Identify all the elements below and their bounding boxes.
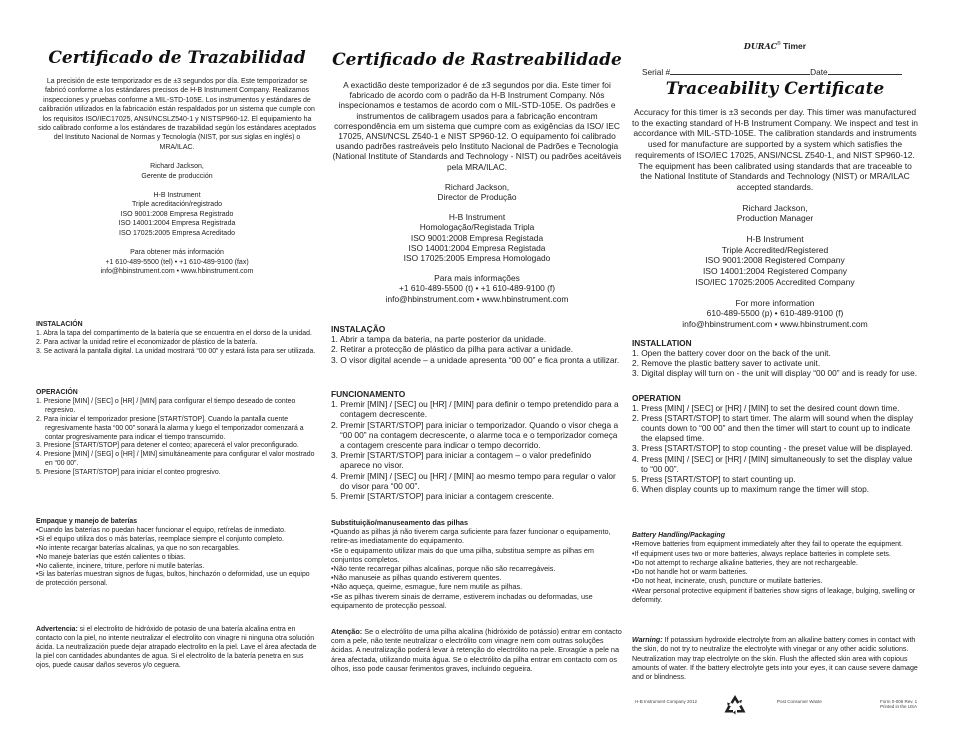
list-item: 4. Premir [MIN] / [SEC] ou [HR] / [MIN] ao mesmo tempo para regular o valor do visor para “00 00”. (331, 470, 616, 491)
list-item: •Remove batteries from equipment immediately after they fail to operate the equipment. (632, 541, 903, 549)
spanish-reg1: Triple acreditación/registrado (131, 201, 222, 209)
list-item: 3. Digital display will turn on - the unit will display “00 00” and is ready for use. (632, 368, 917, 379)
list-item: •Não manuseie as pilhas quando estiverem quentes. (331, 573, 502, 583)
serial-label: Serial # (642, 67, 671, 77)
english-battery-list (632, 540, 918, 605)
product-name: Timer (783, 41, 807, 51)
portuguese-company: H-B Instrument (448, 212, 506, 223)
portuguese-signer-title: Director de Produção (437, 192, 517, 203)
spanish-operation-heading: OPERACIÓN (36, 389, 78, 396)
english-operation-list (632, 403, 918, 494)
english-install-list (632, 348, 918, 378)
spanish-battery-heading: Empaque y manejo de baterías (36, 518, 138, 525)
english-phone: 610-489-5500 (p) • 610-489-9100 (f) (706, 308, 844, 319)
list-item: 5. Presione [START/STOP] para iniciar el conteo progresivo. (36, 469, 221, 477)
spanish-signer-title: Gerente de producción (141, 172, 213, 180)
list-item: •Do not attempt to recharge alkaline batteries, they are not rechargeable. (632, 559, 858, 567)
english-web: info@hbinstrument.com • www.hbinstrument.com (682, 318, 868, 329)
english-warning-label: Warning: (632, 636, 663, 644)
english-install-heading: INSTALLATION (632, 338, 692, 348)
spanish-intro: La precisión de este temporizador es de ±3 segundos por día. Este temporizador se fabricó conforme a los estándares precisos de H-B Instrument Company. Realizamos inspecciones y pruebas conforme a MIL-STD-105E. Los instrumentos y estándares de calibración utilizados en la fabricación están respaldados por un sistema que cumple con los requisitos ISO/IEC17025, ANSI/NCSLZ540-1 y NISTSP960-12. El equipamiento ha sido calibrado conforme a los estándares de trazabilidad según los estándares aceptados del Instituto Nacional de Normas y Tecnología (NIST, por sus siglas en inglés) o MRA/ILAC. (38, 78, 316, 151)
english-warning-text: If potassium hydroxide electrolyte from an alkaline battery comes in contact with the skin, do not try to neutralize the electrolyte with vinegar or any other acidic solutions. Neutralization may trap electrolyte on the skin. Flush the affected skin area with copious amounts of water. If the battery electrolyte gets into your eyes, it can cause severe damage and or blindness. (632, 636, 918, 682)
spanish-reg4: ISO 17025:2005 Empresa Acreditado (119, 229, 235, 237)
spanish-phone: +1 610-489-5500 (tel) • +1 610-489-9100 (fax) (105, 258, 249, 266)
list-item: •Se as pilhas tiverem sinais de derrame, estiverem inchadas ou deformadas, use equipamento de protecção pessoal. (331, 591, 593, 610)
list-item: 3. Presione [START/STOP] para detener el conteo; aparecerá el valor preconfigurado. (36, 442, 299, 450)
portuguese-phone: +1 610-489-5500 (t) • +1 610-489-9100 (f) (398, 283, 556, 294)
date-field[interactable] (828, 66, 902, 75)
spanish-warning (36, 626, 318, 671)
list-item: 3. O visor digital acende – a unidade apresenta “00 00” e fica pronta a utilizar. (331, 354, 620, 365)
spanish-operation-list (36, 398, 318, 478)
list-item: 1. Open the battery cover door on the back of the unit. (632, 348, 831, 359)
english-intro: Accuracy for this timer is ±3 seconds per day. This timer was manufactured to the exacting standard of H-B Instrument Company. We inspect and test in accordance with MIL-STD-105E. The calibration standards and instruments used for manufacture are supported by a system which satisfies the requirements of ISO/IEC 17025, ANSI/NCSL Z540-1, and NIST SP960-12. The equipment has been calibrated using standards that are traceable to the National Institute of Standards and Technology (NIST) or MRA/ILAC accepted standards. (632, 107, 918, 192)
portuguese-operation-list (331, 399, 623, 501)
spanish-install-list (36, 330, 318, 357)
english-info: For more information (735, 297, 815, 308)
serial-date-row (642, 66, 902, 77)
footer-printed: Printed in the USA (880, 704, 918, 709)
spanish-battery-section (36, 518, 318, 589)
portuguese-web: info@hbinstrument.com • www.hbinstrument.com (385, 293, 569, 304)
english-signer-title: Production Manager (736, 213, 814, 224)
english-signer: Richard Jackson, (742, 202, 808, 213)
portuguese-warning-label: Atenção: (331, 627, 363, 636)
list-item: •Se o equipamento utilizar mais do que uma pilha, substitua sempre as pilhas em conjuntos completos. (331, 545, 594, 564)
list-item: 2. Premir [START/STOP] para iniciar o temporizador. Quando o visor chega a “00 00” na contagem decrescente, o alarme toca e o temporizador começa a contagem crescente para indicar o tempo decorrido. (331, 419, 619, 451)
registered-mark: ® (777, 41, 781, 48)
list-item: 5. Premir [START/STOP] para iniciar a contagem crescente. (331, 491, 554, 502)
portuguese-operation-section (331, 389, 623, 501)
list-item: •Si el equipo utiliza dos o más baterías, reemplace siempre el conjunto completo. (36, 535, 284, 543)
date-label: Date (810, 67, 828, 77)
english-reg3: ISO 14001:2004 Registered Company (702, 266, 848, 277)
list-item: •No maneje baterías que estén calientes o tibias. (36, 553, 186, 561)
footer-form (880, 699, 917, 709)
portuguese-intro: A exactidão deste temporizador é de ±3 segundos por dia. Este timer foi fabricado de acordo com o padrão da H-B Instrument Company. Nós inspecionamos e testamos de acordo com o MIL-STD-105E. Os padrões e instrumentos de calibragem usados para a fabricação encontram correspondência em um sistema que cumpre com as exigências da ISO/ IEC 17025, ANSI/NCSL Z540-1 e NIST SP960-12. O equipamento foi calibrado usando padrões rastreáveis pelo Instituto Nacional de Padrões e Tecnologia (National Institute of Standards and Technology - NIST) ou padrões aceitáveis pela MRA/ILAC. (332, 80, 622, 172)
list-item: •Do not heat, incinerate, crush, puncture or mutilate batteries. (632, 578, 823, 586)
english-operation-heading: OPERATION (632, 393, 681, 403)
english-install-section (632, 338, 918, 378)
list-item: •Não tente recarregar pilhas alcalinas, porque não são recarregáveis. (331, 564, 556, 574)
portuguese-install-list (331, 334, 623, 365)
product-header (632, 41, 918, 51)
english-battery-heading: Battery Handling/Packaging (632, 532, 725, 539)
list-item: 1. Abrir a tampa da bateria, na parte posterior da unidade. (331, 334, 547, 345)
list-item: 3. Press [START/STOP] to stop counting - the preset value will be displayed. (632, 443, 913, 454)
durac-logo: DURAC (743, 41, 778, 51)
spanish-reg2: ISO 9001:2008 Empresa Registrado (120, 210, 234, 218)
list-item: 1. Premir [MIN] / [SEC] ou [HR] / [MIN] para definir o tempo pretendido para a contagem decrescente. (331, 399, 619, 420)
spanish-reg3: ISO 14001:2004 Empresa Registrada (118, 220, 236, 228)
footer-copyright: H-B Instrument Company 2012 (635, 699, 698, 704)
spanish-intro-block (36, 77, 318, 276)
serial-field[interactable] (670, 66, 810, 75)
spanish-operation-section (36, 389, 318, 478)
english-reg1: Triple Accredited/Registered (721, 244, 829, 255)
portuguese-title: Certificado de Rastreabilidade (332, 50, 622, 70)
list-item: •Quando as pilhas já não tiverem carga suficiente para fazer funcionar o equipamento, retire-as imediatamente do equipamento. (331, 527, 611, 546)
list-item: •Do not handle hot or warm batteries. (632, 569, 748, 577)
list-item: 4. Presione [MIN] / [SEG] o [HR] / [MIN] simultáneamente para configurar el valor mostrado en “00 00”. (36, 451, 315, 468)
list-item: •Wear personal protective equipment if batteries show signs of leakage, bulging, swelling or deformity. (632, 587, 916, 605)
english-intro-block (632, 107, 918, 330)
list-item: 1. Press [MIN] / [SEC] or [HR] / [MIN] to set the desired count down time. (632, 403, 900, 414)
list-item: 1. Abra la tapa del compartimento de la batería que se encuentra en el dorso de la unidad. (36, 329, 312, 337)
portuguese-operation-heading: FUNCIONAMENTO (331, 389, 406, 399)
spanish-warning-label: Advertencia: (36, 626, 78, 633)
footer-form-number: Form 0-006 Rev. 1 (880, 699, 918, 704)
spanish-install-heading: INSTALACIÓN (36, 321, 83, 328)
spanish-install-section (36, 321, 318, 357)
spanish-title: Certificado de Trazabilidad (48, 48, 306, 68)
portuguese-battery-list (331, 527, 623, 610)
list-item: 6. When display counts up to maximum range the timer will stop. (632, 483, 870, 494)
list-item: 2. Para iniciar el temporizador presione [START/STOP]. Cuando la pantalla cuente regresivamente hasta “00 00” sonará la alarma y luego el temporizador comenzará a contar progresivamente para indicar el tiempo transcurrido. (36, 415, 304, 441)
portuguese-reg2: ISO 9001:2008 Empresa Registada (410, 232, 544, 243)
portuguese-install-heading: INSTALAÇÃO (331, 324, 386, 334)
portuguese-signer: Richard Jackson, (444, 181, 510, 192)
list-item: 1. Presione [MIN] / [SEC] o [HR] / [MIN] para configurar el tiempo deseado de conteo regresivo. (36, 397, 296, 414)
spanish-battery-list (36, 527, 318, 589)
english-reg4: ISO/IEC 17025:2005 Accredited Company (695, 276, 855, 287)
english-title: Traceability Certificate (665, 79, 885, 99)
list-item: 2. Remove the plastic battery saver to activate unit. (632, 358, 821, 369)
spanish-web: info@hbinstrument.com • www.hbinstrument.com (100, 267, 254, 275)
list-item: •Si las baterías muestran signos de fugas, bultos, hinchazón o deformidad, use un equipo de protección personal. (36, 571, 310, 588)
portuguese-warning (331, 627, 623, 673)
english-reg2: ISO 9001:2008 Registered Company (705, 255, 845, 266)
english-company: H-B Instrument (746, 234, 804, 245)
portuguese-install-section (331, 324, 623, 365)
list-item: 2. Para activar la unidad retire el economizador de plástico de la batería. (36, 338, 258, 346)
list-item: •No caliente, incinere, triture, perfore ni mutile baterías. (36, 562, 205, 570)
list-item: 5. Press [START/STOP] to start counting up. (632, 473, 796, 484)
portuguese-reg4: ISO 17025:2005 Empresa Homologado (403, 253, 551, 264)
english-operation-section (632, 393, 918, 494)
portuguese-battery-heading: Substituição/manuseamento das pilhas (331, 518, 469, 527)
spanish-company: H-B Instrument (153, 192, 201, 200)
spanish-warning-text: si el electrolito de hidróxido de potasio de una batería alcalina entra en contacto con la piel, no intente neutralizar el electrolito con vinagre ni ninguna otra solución ácida. La neutralización puede dejar atrapado electrolito en la piel. Lave el área afectada de la piel con cantidades abundantes de agua. Si el electrolito de la batería penetra en sus ojos, puede causar daños severos y/o ceguera. (36, 626, 317, 669)
list-item: •If equipment uses two or more batteries, always replace batteries in complete sets. (632, 550, 891, 558)
english-warning (632, 636, 918, 682)
list-item: •Cuando las baterías no puedan hacer funcionar el equipo, retírelas de inmediato. (36, 526, 286, 534)
spanish-signer: Richard Jackson, (150, 163, 204, 171)
list-item: 3. Se activará la pantalla digital. La unidad mostrará “00 00” y estará lista para ser utilizada. (36, 347, 316, 355)
portuguese-intro-block (331, 80, 623, 304)
portuguese-warning-text: Se o electrólito de uma pilha alcalina (hidróxido de potássio) entrar em contacto com a pele, não tente neutralizar o electrólito com vinagre nem com outras soluções ácidas. A neutralização poderá levar à retenção do electrólito na pele. Enxagúe a pele na área afectada, utilizando muita água. Se o electrólito da pilha entrar em contacto com os olhos, isso pode causar ferimentos graves, incluindo cegueira. (331, 627, 622, 673)
portuguese-reg3: ISO 14001:2004 Empresa Registada (408, 242, 546, 253)
list-item: •No intente recargar baterías alcalinas, ya que no son recargables. (36, 544, 240, 552)
portuguese-reg1: Homologação/Registada Tripla (419, 222, 535, 233)
list-item: 2. Retirar a protecção de plástico da pilha para activar a unidade. (331, 344, 574, 355)
english-battery-section (632, 531, 918, 605)
portuguese-battery-section (331, 518, 623, 610)
footer-post-consumer: Post Consumer Waste (777, 699, 822, 704)
spanish-info: Para obtener más información (130, 249, 224, 257)
list-item: 2. Press [START/STOP] to start timer. The alarm will sound when the display counts down to “00 00” and then the timer will start to count up to indicate the elapsed time. (632, 413, 914, 444)
list-item: •Não aqueça, queime, esmague, fure nem mutile as pilhas. (331, 582, 523, 592)
portuguese-info: Para mais informações (434, 273, 520, 284)
list-item: 3. Premir [START/STOP] para iniciar a contagem – o valor predefinido aparece no visor. (331, 450, 592, 471)
recycle-icon (722, 693, 748, 719)
list-item: 4. Press [MIN] / [SEC] or [HR] / [MIN] simultaneously to set the display value to “00 00”. (632, 453, 913, 474)
